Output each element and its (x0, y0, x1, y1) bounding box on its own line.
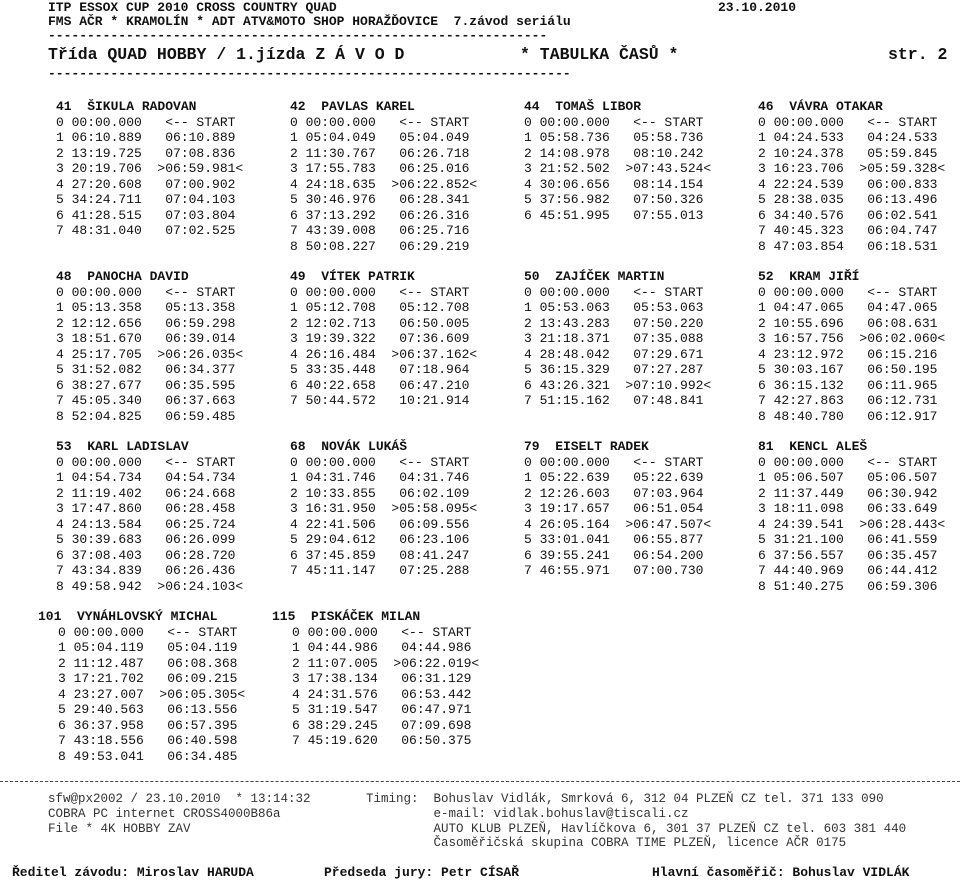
lap-row: 8 47:03.854 06:18.531 (758, 238, 938, 254)
lap-row: 1 06:10.889 06:10.889 (56, 130, 236, 145)
lap-row: 2 10:33.855 06:02.109 (290, 485, 470, 501)
lap-row: 7 42:27.863 06:12.731 (758, 393, 938, 408)
lap-row: 3 16:23.706 >05:59.328< (758, 161, 946, 176)
lap-row: 5 28:38.035 06:13.496 (758, 192, 938, 207)
lap-row: 6 41:28.515 07:03.804 (56, 207, 236, 223)
lap-row: 2 14:08.978 08:10.242 (524, 145, 704, 161)
lap-row: 6 43:26.321 >07:10.992< (524, 377, 712, 393)
lap-row: 2 12:12.656 06:59.298 (56, 315, 236, 331)
lap-row: 5 31:52.082 06:34.377 (56, 362, 236, 377)
lap-row: 7 40:45.323 06:04.747 (758, 223, 938, 238)
lap-row: 1 05:04.049 05:04.049 (290, 130, 470, 145)
lap-row: 6 45:51.995 07:55.013 (524, 207, 704, 223)
lap-row: 1 04:54.734 04:54.734 (56, 470, 236, 485)
lap-row: 1 05:58.736 05:58.736 (524, 130, 704, 145)
lap-row: 1 05:22.639 05:22.639 (524, 470, 704, 485)
lap-row: 4 23:12.972 06:15.216 (758, 346, 938, 362)
lap-row: 6 37:45.859 08:41.247 (290, 547, 470, 563)
rider-name: 81 KENCL ALEŠ (758, 439, 868, 454)
lap-row: 3 18:51.670 06:39.014 (56, 331, 236, 346)
lap-row: 4 24:18.635 >06:22.852< (290, 176, 478, 192)
lap-row: 8 50:08.227 06:29.219 (290, 238, 470, 254)
lap-row: 3 21:52.502 >07:43.524< (524, 161, 712, 176)
rider-name: 42 PAVLAS KAREL (290, 99, 415, 114)
footer-left-3: File * 4K HOBBY ZAV (48, 822, 191, 836)
signature-timekeeper: Hlavní časoměřič: Bohuslav VIDLÁK (652, 865, 910, 880)
footer-left-2: COBRA PC internet CROSS4000B86a (48, 807, 281, 821)
lap-row: 4 22:41.506 06:09.556 (290, 516, 470, 532)
lap-row: 1 05:13.358 05:13.358 (56, 300, 236, 315)
lap-row: 7 45:19.620 06:50.375 (292, 733, 472, 748)
footer-left-1: sfw@px2002 / 23.10.2010 * 13:14:32 (48, 792, 311, 806)
lap-row: 0 00:00.000 <-- START (58, 624, 238, 640)
lap-row: 0 00:00.000 <-- START (290, 284, 470, 300)
lap-row: 1 05:04.119 05:04.119 (58, 640, 238, 655)
lap-row: 6 37:13.292 06:26.316 (290, 207, 470, 223)
page-number: str. 2 (888, 45, 948, 64)
event-date: 23.10.2010 (718, 0, 797, 15)
lap-row: 1 05:53.063 05:53.063 (524, 300, 704, 315)
lap-row: 6 40:22.658 06:47.210 (290, 377, 470, 393)
lap-row: 6 36:37.958 06:57.395 (58, 717, 238, 733)
lap-row: 3 17:55.783 06:25.016 (290, 161, 470, 176)
lap-row: 0 00:00.000 <-- START (758, 454, 938, 470)
lap-row: 0 00:00.000 <-- START (290, 114, 470, 130)
lap-row: 6 39:55.241 06:54.200 (524, 547, 704, 563)
lap-row: 3 17:38.134 06:31.129 (292, 671, 472, 686)
class-line: Třída QUAD HOBBY / 1.jízda Z Á V O D (48, 45, 405, 64)
event-title: ITP ESSOX CUP 2010 CROSS COUNTRY QUAD (48, 0, 337, 15)
lap-row: 2 11:12.487 06:08.368 (58, 655, 238, 671)
lap-row: 4 28:48.042 07:29.671 (524, 346, 704, 362)
lap-row: 2 11:37.449 06:30.942 (758, 485, 938, 501)
lap-row: 8 48:40.780 06:12.917 (758, 408, 938, 424)
lap-row: 1 05:12.708 05:12.708 (290, 300, 470, 315)
lap-row: 6 38:29.245 07:09.698 (292, 717, 472, 733)
lap-row: 6 34:40.576 06:02.541 (758, 207, 938, 223)
lap-row: 5 30:39.683 06:26.099 (56, 532, 236, 547)
rider-name: 48 PANOCHA DAVID (56, 269, 189, 284)
lap-row: 0 00:00.000 <-- START (290, 454, 470, 470)
rider-name: 44 TOMAŠ LIBOR (524, 99, 642, 114)
lap-row: 3 19:39.322 07:36.609 (290, 331, 470, 346)
lap-row: 6 37:56.557 06:35.457 (758, 547, 938, 563)
lap-row: 2 13:43.283 07:50.220 (524, 315, 704, 331)
rider-name: 52 KRAM JIŘÍ (758, 269, 860, 284)
rider-name: 53 KARL LADISLAV (56, 439, 189, 454)
lap-row: 8 49:58.942 >06:24.103< (56, 578, 244, 594)
lap-row: 6 38:27.677 06:35.595 (56, 377, 236, 393)
lap-row: 7 44:40.969 06:44.412 (758, 563, 938, 578)
signature-director: Ředitel závodu: Miroslav HARUDA (12, 865, 254, 880)
lap-row: 4 27:20.608 07:00.902 (56, 176, 236, 192)
rider-name: 68 NOVÁK LUKÁŠ (290, 439, 408, 454)
lap-row: 6 37:08.403 06:28.720 (56, 547, 236, 563)
lap-row: 2 11:07.005 >06:22.019< (292, 655, 480, 671)
rider-name: 115 PISKÁČEK MILAN (272, 609, 421, 624)
lap-row: 7 43:39.008 06:25.716 (290, 223, 470, 238)
lap-row: 5 37:56.982 07:50.326 (524, 192, 704, 207)
lap-row: 7 43:34.839 06:26.436 (56, 563, 236, 578)
lap-row: 1 04:24.533 04:24.533 (758, 130, 938, 145)
table-name: * TABULKA ČASŮ * (520, 45, 679, 64)
lap-row: 0 00:00.000 <-- START (524, 114, 704, 130)
lap-row: 4 26:05.164 >06:47.507< (524, 516, 712, 532)
lap-row: 8 49:53.041 06:34.485 (58, 748, 238, 764)
lap-row: 2 11:19.402 06:24.668 (56, 485, 236, 501)
lap-row: 4 30:06.656 08:14.154 (524, 176, 704, 192)
rider-name: 101 VYNÁHLOVSKÝ MICHAL (38, 609, 218, 624)
lap-row: 3 18:11.098 06:33.649 (758, 501, 938, 516)
lap-row: 4 22:24.539 06:00.833 (758, 176, 938, 192)
lap-row: 8 51:40.275 06:59.306 (758, 578, 938, 594)
rider-name: 49 VÍTEK PATRIK (290, 269, 415, 284)
lap-row: 3 20:19.706 >06:59.981< (56, 161, 244, 176)
lap-row: 0 00:00.000 <-- START (56, 454, 236, 470)
lap-row: 2 10:24.378 05:59.845 (758, 145, 938, 161)
lap-row: 4 24:39.541 >06:28.443< (758, 516, 946, 532)
lap-row: 4 25:17.705 >06:26.035< (56, 346, 244, 362)
lap-row: 8 52:04.825 06:59.485 (56, 408, 236, 424)
lap-row: 0 00:00.000 <-- START (292, 624, 472, 640)
lap-row: 3 19:17.657 06:51.054 (524, 501, 704, 516)
lap-row: 7 50:44.572 10:21.914 (290, 393, 470, 408)
lap-row: 7 45:05.340 06:37.663 (56, 393, 236, 408)
lap-row: 1 05:06.507 05:06.507 (758, 470, 938, 485)
lap-row: 2 12:02.713 06:50.005 (290, 315, 470, 331)
lap-row: 2 13:19.725 07:08.836 (56, 145, 236, 161)
rider-name: 50 ZAJÍČEK MARTIN (524, 269, 665, 284)
lap-row: 2 12:26.603 07:03.964 (524, 485, 704, 501)
lap-row: 1 04:44.986 04:44.986 (292, 640, 472, 655)
rider-name: 41 ŠIKULA RADOVAN (56, 99, 197, 114)
lap-row: 3 16:57.756 >06:02.060< (758, 331, 946, 346)
lap-row: 0 00:00.000 <-- START (524, 454, 704, 470)
lap-row: 7 48:31.040 07:02.525 (56, 223, 236, 238)
signature-jury: Předseda jury: Petr CÍSAŘ (324, 865, 520, 880)
lap-row: 3 17:47.860 06:28.458 (56, 501, 236, 516)
lap-row: 4 23:27.007 >06:05.305< (58, 686, 246, 702)
lap-row: 3 17:21.702 06:09.215 (58, 671, 238, 686)
lap-row: 7 51:15.162 07:48.841 (524, 393, 704, 408)
header-divider-bottom: ------------------------------------------------------------------- (48, 66, 571, 81)
lap-row: 7 46:55.971 07:00.730 (524, 563, 704, 578)
lap-row: 1 04:47.065 04:47.065 (758, 300, 938, 315)
lap-row: 5 33:35.448 07:18.964 (290, 362, 470, 377)
rider-name: 46 VÁVRA OTAKAR (758, 99, 883, 114)
lap-row: 2 10:55.696 06:08.631 (758, 315, 938, 331)
lap-row: 6 36:15.132 06:11.965 (758, 377, 938, 393)
footer-divider (0, 781, 960, 782)
lap-row: 5 31:21.100 06:41.559 (758, 532, 938, 547)
lap-row: 0 00:00.000 <-- START (524, 284, 704, 300)
lap-row: 5 29:04.612 06:23.106 (290, 532, 470, 547)
footer-right-3: AUTO KLUB PLZEŇ, Havlíčkova 6, 301 37 PLZEŇ CZ tel. 603 381 440 (366, 822, 907, 836)
lap-row: 5 36:15.329 07:27.287 (524, 362, 704, 377)
footer-right-1: Timing: Bohuslav Vidlák, Smrková 6, 312 04 PLZEŇ CZ tel. 371 133 090 (366, 792, 884, 806)
footer-right-2: e-mail: vidlak.bohuslav@tiscali.cz (366, 807, 689, 821)
lap-row: 0 00:00.000 <-- START (56, 284, 236, 300)
rider-name: 79 EISELT RADEK (524, 439, 649, 454)
lap-row: 7 45:11.147 07:25.288 (290, 563, 470, 578)
lap-row: 0 00:00.000 <-- START (758, 114, 938, 130)
header-divider-top: ---------------------------------------------------------------- (48, 28, 548, 43)
event-subtitle: FMS AČR * KRAMOLÍN * ADT ATV&MOTO SHOP HORAŽĎOVICE 7.závod seriálu (48, 14, 571, 29)
lap-row: 4 24:31.576 06:53.442 (292, 686, 472, 702)
lap-row: 5 29:40.563 06:13.556 (58, 702, 238, 717)
lap-row: 3 16:31.950 >05:58.095< (290, 501, 478, 516)
lap-row: 0 00:00.000 <-- START (758, 284, 938, 300)
lap-row: 7 43:18.556 06:40.598 (58, 733, 238, 748)
lap-row: 5 33:01.041 06:55.877 (524, 532, 704, 547)
lap-row: 0 00:00.000 <-- START (56, 114, 236, 130)
lap-row: 5 34:24.711 07:04.103 (56, 192, 236, 207)
footer-right-4: Časoměřičská skupina COBRA TIME PLZEŇ, licence AČR 0175 (366, 836, 847, 850)
lap-row: 5 30:46.976 06:28.341 (290, 192, 470, 207)
lap-row: 3 21:18.371 07:35.088 (524, 331, 704, 346)
lap-row: 5 30:03.167 06:50.195 (758, 362, 938, 377)
lap-row: 4 26:16.484 >06:37.162< (290, 346, 478, 362)
lap-row: 1 04:31.746 04:31.746 (290, 470, 470, 485)
lap-row: 5 31:19.547 06:47.971 (292, 702, 472, 717)
lap-row: 4 24:13.584 06:25.724 (56, 516, 236, 532)
lap-row: 2 11:30.767 06:26.718 (290, 145, 470, 161)
